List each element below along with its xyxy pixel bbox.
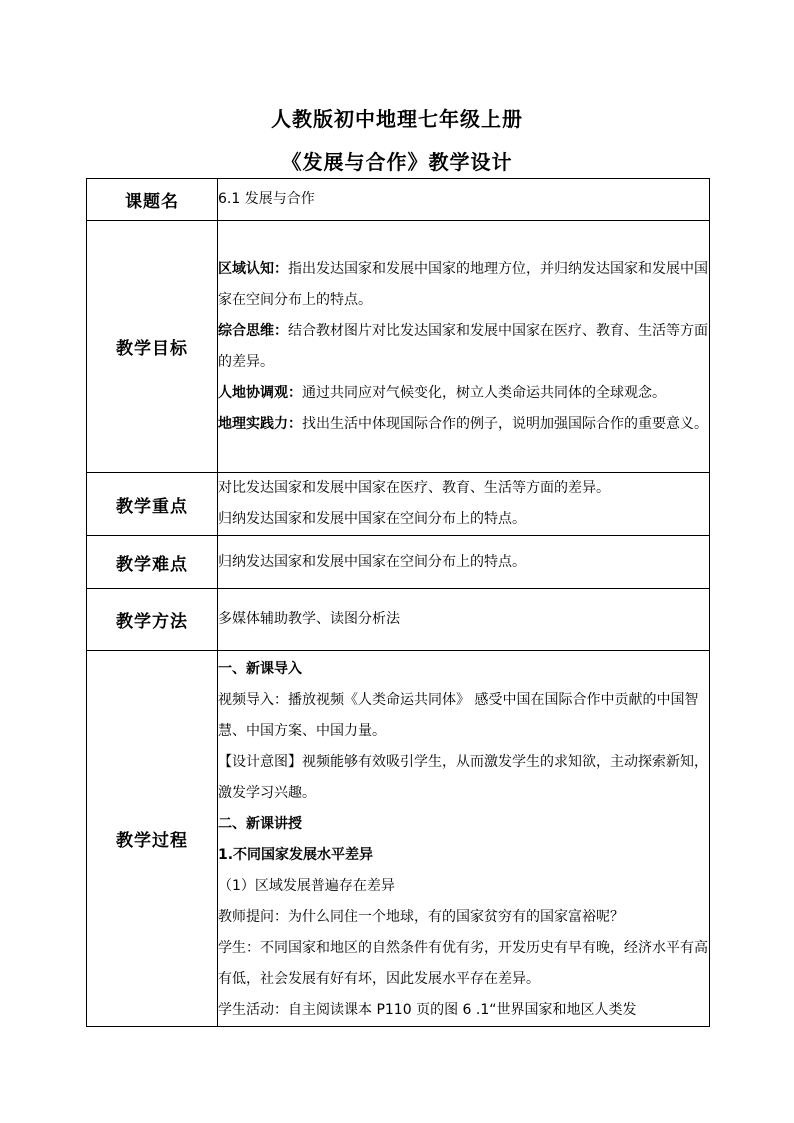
table-row-key-points <box>87 473 710 536</box>
row-label-topic: 课题名 <box>87 179 218 221</box>
table-row-difficulties <box>87 536 710 589</box>
methods-value: 多媒体辅助教学、读图分析法 <box>218 589 710 651</box>
objective-head: 人地协调观： <box>218 384 302 401</box>
objective-integrated-thinking <box>218 316 709 378</box>
document-subtitle: 《发展与合作》教学设计 <box>281 150 513 174</box>
objective-regional-cognition <box>218 254 709 316</box>
objective-text: 通过共同应对气候变化，树立人类命运共同体的全球观念。 <box>302 384 666 401</box>
row-label-difficulties: 教学难点 <box>87 536 218 589</box>
row-label-objectives: 教学目标 <box>87 221 218 473</box>
subheading-development-gap: 1.不同国家发展水平差异 <box>218 847 374 863</box>
design-intent-text: 【设计意图】视频能够有效吸引学生，从而激发学生的求知欲，主动探索新知，激发学习兴趣。 <box>218 754 708 801</box>
video-intro-text: 视频导入：播放视频《人类命运共同体》 感受中国在国际合作中贡献的中国智慧、中国方案、中国力量。 <box>218 692 699 739</box>
row-label-key-points: 教学重点 <box>87 473 218 536</box>
lesson-plan-table <box>86 178 710 1027</box>
objectives-content <box>218 221 710 473</box>
objective-head: 地理实践力： <box>218 415 302 432</box>
table-row-objectives <box>87 221 710 473</box>
section-heading-teaching: 二、新课讲授 <box>218 816 302 832</box>
row-label-process: 教学过程 <box>87 651 218 1027</box>
table-row-process <box>87 651 710 1027</box>
objective-geo-practice <box>218 409 709 440</box>
objective-text: 结合教材图片对比发达国家和发展中国家在医疗、教育、生活等方面的差异。 <box>218 322 708 370</box>
objective-head: 区域认知： <box>218 260 288 277</box>
table-row-topic <box>87 179 710 221</box>
subheading-regional-difference: （1）区域发展普遍存在差异 <box>218 878 395 894</box>
objective-text: 找出生活中体现国际合作的例子，说明加强国际合作的重要意义。 <box>302 415 708 432</box>
objective-human-earth-harmony <box>218 378 709 409</box>
document-title: 人教版初中地理七年级上册 <box>271 107 523 131</box>
key-point-line: 对比发达国家和发展中国家在医疗、教育、生活等方面的差异。 <box>218 480 610 496</box>
section-heading-intro: 一、新课导入 <box>218 661 302 677</box>
key-points-content <box>218 473 710 536</box>
student-activity-text: 学生活动：自主阅读课本 P110 页的图 6 .1“世界国家和地区人类发 <box>218 1002 637 1018</box>
process-content <box>218 651 710 1027</box>
topic-value: 6.1 发展与合作 <box>218 179 710 221</box>
table-row-methods <box>87 589 710 651</box>
teacher-question-text: 教师提问：为什么同住一个地球，有的国家贫穷有的国家富裕呢？ <box>218 909 624 925</box>
objective-text: 指出发达国家和发展中国家的地理方位，并归纳发达国家和发展中国家在空间分布上的特点。 <box>218 260 708 308</box>
key-point-line: 归纳发达国家和发展中国家在空间分布上的特点。 <box>218 511 526 527</box>
row-label-methods: 教学方法 <box>87 589 218 651</box>
student-answer-text: 学生：不同国家和地区的自然条件有优有劣，开发历史有早有晚，经济水平有高有低，社会发展有好有坏，因此发展水平存在差异。 <box>218 940 708 987</box>
difficulties-value: 归纳发达国家和发展中国家在空间分布上的特点。 <box>218 536 710 589</box>
objective-head: 综合思维： <box>218 322 288 339</box>
